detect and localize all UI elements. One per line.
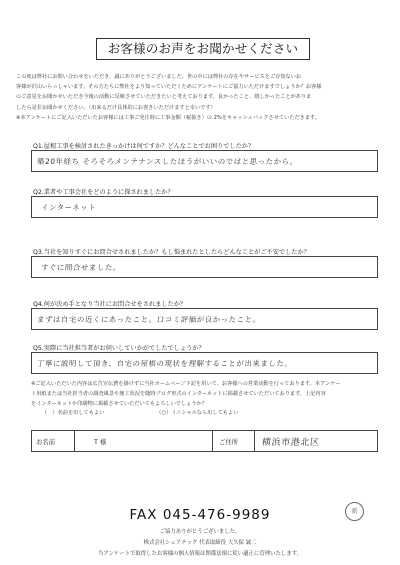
- question-5-answer: 丁寧に説明して頂き、自宅の屋根の現状を理解することが出来ました。: [36, 359, 293, 368]
- address-value: 横浜市港北区: [261, 438, 320, 448]
- question-2-label: Q2.業者や工事会社をどのように探されましたか？: [33, 189, 174, 196]
- consent-option-initial[interactable]: （○）イニシャルなら出してもよい: [156, 410, 239, 416]
- question-4-answer-box: [31, 308, 378, 330]
- divider: [212, 431, 213, 451]
- question-3-label: Q3.当社を知りすぐにお問合せされましたか？もし悩まれたとしたらどんなことがご不安でしたか？: [33, 249, 310, 256]
- question-1-answer: 築20年経ち そろそろメンテナンスしたほうがいいのではと思ったから。: [36, 157, 299, 166]
- name-label: お名前: [36, 438, 56, 446]
- consent-note-line: ト用紙または当社担当者の調査風景や施工状況を随時ブログ形式のインターネットに掲載させていただいております。上記内容: [31, 391, 326, 397]
- consent-note-line: をインターネットや印刷物に掲載させていただいてもよろしいでしょうか？: [31, 401, 207, 407]
- intro-line: したら是非お聞かせください。（出来るだけ具体的にお書きいただけますと幸いです）: [16, 104, 216, 111]
- intro-line: のご意見をお聞かせいただき今後の活動に反映させていただきたいと考えております。良かったこと、嬉しかったことがありま: [16, 94, 312, 101]
- name-value: T 様: [94, 438, 107, 446]
- consent-options: [42, 408, 238, 418]
- question-4-answer: まずは自宅の近くにあったこと。口コミ評価が良かったこと。: [36, 315, 261, 324]
- question-1-answer-box: [31, 150, 378, 172]
- consent-option-initial-label: イニシャルなら出してもよい: [171, 410, 239, 416]
- consent-note: [31, 379, 340, 409]
- consent-option-name[interactable]: （ ）名前を出してもよい: [42, 410, 105, 416]
- intro-line: 客様が沢山いらっしゃいます。その方たちに弊社をより知っていただくためにアンケートにご協力いただけますでしょうか？お客様: [16, 84, 322, 91]
- stamp-icon: 新: [345, 502, 364, 521]
- footer-privacy: 当アンケートで取得したお客様の個人情報は関係法規に従い適正に管理いたします。: [97, 551, 303, 557]
- intro-line: この度は弊社にお問い合わせをいただき、誠にありがとうございました。世の中には弊社の存在やサービスをご存知ないお: [16, 74, 302, 80]
- divider: [254, 431, 255, 451]
- consent-note-line: ※ご記入いただいた内容は広告宣伝費を掛けずに当社ホームページ下記を用いて、お客様への営業活動を行っております。本アンケー: [31, 381, 341, 387]
- contact-box: [31, 430, 378, 452]
- intro-line: ※本アンケートにご記入いただいたお客様には工事ご発注時に工事金額（税抜き）の 2%をキャッシュバックさせていただきます。: [16, 114, 320, 121]
- question-4-label: Q4.何が決め手となり当社にお問合せをされましたか？: [33, 301, 187, 308]
- question-3-answer: すぐに問合せました。: [40, 263, 122, 272]
- question-3-answer-box: [31, 256, 378, 278]
- page-title: お客様のお声をお聞かせください: [96, 38, 310, 60]
- question-1-label: Q1.屋根工事を検討されたきっかけは何ですか？どんなことでお困りでしたか？: [33, 143, 255, 150]
- consent-option-name-label: 名前を出してもよい: [57, 410, 105, 416]
- question-5-label: Q5.実際に当社担当者がお伺いしていかがでしたでしょうか？: [33, 345, 205, 352]
- divider: [74, 431, 75, 451]
- footer-company: 株式会社シェアテック 代表取締役 大久保 誠二: [143, 540, 257, 546]
- question-2-answer: インターネット: [40, 203, 97, 212]
- question-5-answer-box: [31, 352, 378, 374]
- footer-thanks: ご協力ありがとうございました。: [159, 529, 241, 535]
- fax-number: FAX 045-476-9989: [129, 507, 271, 523]
- intro-text: [16, 72, 386, 123]
- question-2-answer-box: [31, 196, 378, 218]
- address-label: ご住所: [219, 438, 239, 446]
